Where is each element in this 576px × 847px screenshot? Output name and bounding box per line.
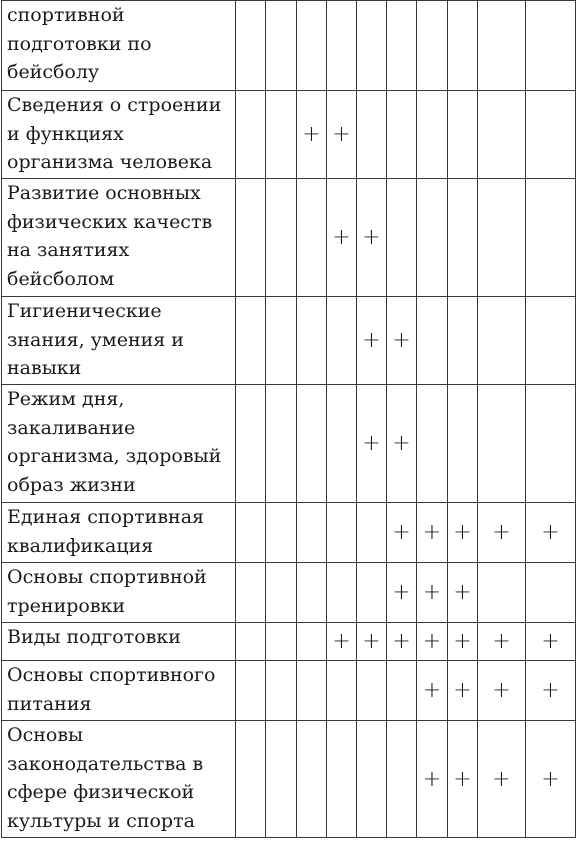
mark-cell	[387, 661, 417, 721]
mark-cell	[417, 297, 448, 385]
mark-cell	[387, 179, 417, 297]
table-row	[2, 91, 576, 179]
mark-cell	[297, 623, 327, 661]
topic-label: Виды подготовки	[2, 623, 236, 661]
mark-cell: +	[478, 661, 526, 721]
mark-cell	[327, 503, 357, 563]
mark-cell	[478, 297, 526, 385]
mark-cell	[387, 91, 417, 179]
table-row	[2, 297, 576, 385]
mark-cell	[327, 661, 357, 721]
mark-cell	[327, 721, 357, 838]
mark-cell	[297, 385, 327, 503]
mark-cell: +	[387, 503, 417, 563]
mark-cell	[266, 1, 297, 91]
mark-cell	[266, 179, 297, 297]
mark-cell	[357, 721, 387, 838]
mark-cell	[266, 297, 297, 385]
mark-cell	[297, 503, 327, 563]
mark-cell: +	[357, 623, 387, 661]
mark-cell: +	[417, 563, 448, 623]
mark-cell	[478, 563, 526, 623]
mark-cell	[357, 1, 387, 91]
mark-cell	[236, 623, 266, 661]
mark-cell	[297, 1, 327, 91]
mark-cell	[236, 503, 266, 563]
mark-cell	[448, 297, 478, 385]
mark-cell: +	[417, 661, 448, 721]
table-row	[2, 503, 576, 563]
mark-cell: +	[417, 721, 448, 838]
mark-cell	[417, 385, 448, 503]
topic-label: Основы законодательства в сфере физической культуры и спорта	[2, 721, 236, 838]
mark-cell: +	[387, 623, 417, 661]
table-body	[2, 1, 576, 838]
mark-cell	[266, 385, 297, 503]
mark-cell	[327, 385, 357, 503]
mark-cell: +	[478, 623, 526, 661]
topic-label: Сведения о строении и функциях организма человека	[2, 91, 236, 179]
mark-cell	[526, 297, 576, 385]
mark-cell: +	[448, 563, 478, 623]
mark-cell	[327, 297, 357, 385]
mark-cell	[448, 91, 478, 179]
mark-cell	[236, 1, 266, 91]
mark-cell	[266, 91, 297, 179]
table-row	[2, 721, 576, 838]
mark-cell	[266, 563, 297, 623]
mark-cell	[417, 179, 448, 297]
mark-cell: +	[448, 503, 478, 563]
mark-cell: +	[417, 623, 448, 661]
mark-cell: +	[448, 623, 478, 661]
mark-cell	[526, 91, 576, 179]
topic-label: Развитие основных физических качеств на занятиях бейсболом	[2, 179, 236, 297]
topic-label: Единая спортивная квалификация	[2, 503, 236, 563]
mark-cell	[448, 1, 478, 91]
mark-cell	[266, 661, 297, 721]
mark-cell: +	[526, 503, 576, 563]
mark-cell	[266, 623, 297, 661]
topic-label: спортивной подготовки по бейсболу	[2, 1, 236, 91]
mark-cell: +	[357, 297, 387, 385]
mark-cell	[236, 179, 266, 297]
mark-cell: +	[448, 661, 478, 721]
mark-cell: +	[448, 721, 478, 838]
training-topics-table	[1, 0, 576, 838]
mark-cell: +	[526, 623, 576, 661]
mark-cell	[297, 721, 327, 838]
mark-cell	[236, 91, 266, 179]
mark-cell	[266, 503, 297, 563]
mark-cell	[448, 179, 478, 297]
mark-cell	[236, 721, 266, 838]
mark-cell: +	[357, 385, 387, 503]
topic-label: Режим дня, закаливание организма, здоровый образ жизни	[2, 385, 236, 503]
mark-cell	[236, 563, 266, 623]
table-row	[2, 661, 576, 721]
mark-cell: +	[478, 721, 526, 838]
mark-cell: +	[357, 179, 387, 297]
mark-cell	[448, 385, 478, 503]
mark-cell	[478, 385, 526, 503]
table-row	[2, 385, 576, 503]
mark-cell	[266, 721, 297, 838]
table-row	[2, 179, 576, 297]
mark-cell: +	[526, 661, 576, 721]
mark-cell	[526, 385, 576, 503]
mark-cell	[526, 1, 576, 91]
mark-cell: +	[526, 721, 576, 838]
mark-cell	[478, 179, 526, 297]
topic-label: Гигиенические знания, умения и навыки	[2, 297, 236, 385]
topic-label: Основы спортивной тренировки	[2, 563, 236, 623]
mark-cell: +	[417, 503, 448, 563]
table-row	[2, 1, 576, 91]
table-row	[2, 563, 576, 623]
mark-cell	[297, 179, 327, 297]
mark-cell	[297, 661, 327, 721]
mark-cell: +	[327, 179, 357, 297]
mark-cell	[357, 91, 387, 179]
mark-cell	[236, 297, 266, 385]
mark-cell	[236, 385, 266, 503]
mark-cell	[417, 1, 448, 91]
mark-cell	[357, 563, 387, 623]
mark-cell	[327, 563, 357, 623]
mark-cell	[387, 721, 417, 838]
table-row	[2, 623, 576, 661]
mark-cell: +	[327, 91, 357, 179]
mark-cell	[526, 563, 576, 623]
mark-cell	[417, 91, 448, 179]
mark-cell: +	[387, 297, 417, 385]
mark-cell	[297, 563, 327, 623]
mark-cell	[357, 661, 387, 721]
mark-cell: +	[387, 385, 417, 503]
topic-label: Основы спортивного питания	[2, 661, 236, 721]
mark-cell	[327, 1, 357, 91]
mark-cell	[478, 1, 526, 91]
mark-cell	[526, 179, 576, 297]
mark-cell	[478, 91, 526, 179]
mark-cell	[236, 661, 266, 721]
mark-cell	[297, 297, 327, 385]
mark-cell	[387, 1, 417, 91]
mark-cell: +	[327, 623, 357, 661]
mark-cell: +	[478, 503, 526, 563]
mark-cell	[357, 503, 387, 563]
mark-cell: +	[297, 91, 327, 179]
mark-cell: +	[387, 563, 417, 623]
